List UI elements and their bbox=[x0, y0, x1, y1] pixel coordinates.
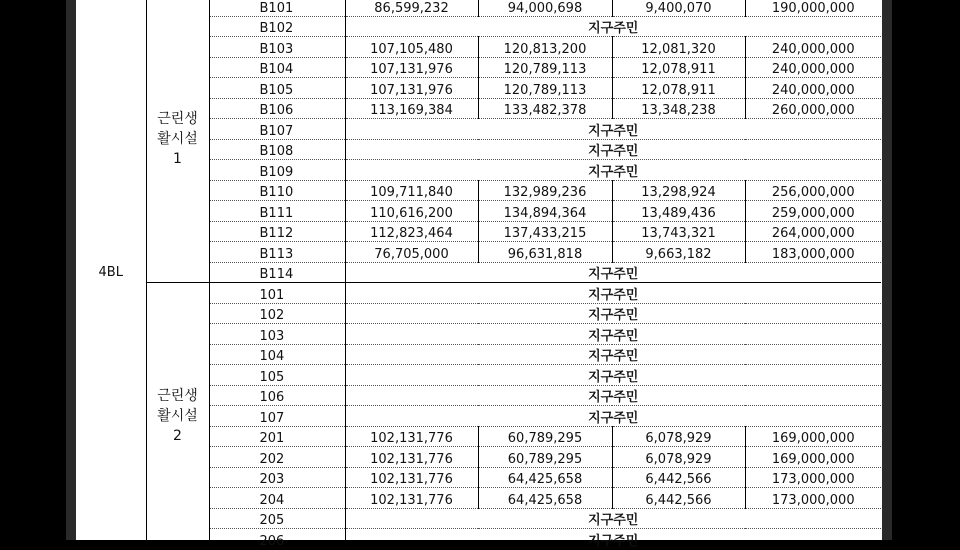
merged-status-cell: 지구주민 bbox=[345, 16, 881, 37]
unit-code: B107 bbox=[209, 119, 345, 140]
merged-status-cell: 지구주민 bbox=[345, 529, 881, 550]
unit-code: 203 bbox=[209, 467, 345, 488]
table-body bbox=[76, 0, 881, 549]
amount-cell: 183,000,000 bbox=[745, 242, 881, 263]
facility-label-line: 활시설 bbox=[157, 407, 198, 424]
unit-code: 101 bbox=[209, 283, 345, 304]
block-label: 4BL bbox=[98, 265, 123, 280]
amount-cell: 86,599,232 bbox=[345, 0, 478, 16]
right-scrollbar-edge bbox=[882, 0, 892, 540]
unit-code: 202 bbox=[209, 447, 345, 468]
unit-code: B110 bbox=[209, 180, 345, 201]
amount-cell: 120,789,113 bbox=[478, 78, 612, 99]
amount-cell: 102,131,776 bbox=[345, 467, 478, 488]
amount-cell: 260,000,000 bbox=[745, 98, 881, 119]
amount-cell: 6,078,929 bbox=[612, 426, 745, 447]
table-row bbox=[76, 0, 881, 16]
table-row bbox=[76, 283, 881, 304]
amount-cell: 60,789,295 bbox=[478, 426, 612, 447]
amount-cell: 137,433,215 bbox=[478, 221, 612, 242]
amount-cell: 13,298,924 bbox=[612, 180, 745, 201]
merged-status-cell: 지구주민 bbox=[345, 324, 881, 345]
amount-cell: 256,000,000 bbox=[745, 180, 881, 201]
amount-cell: 9,400,070 bbox=[612, 0, 745, 16]
unit-code: B113 bbox=[209, 242, 345, 263]
amount-cell: 264,000,000 bbox=[745, 221, 881, 242]
facility-label-line: 2 bbox=[173, 427, 182, 444]
amount-cell: 102,131,776 bbox=[345, 447, 478, 468]
facility-label-line: 활시설 bbox=[157, 131, 198, 147]
merged-status-cell: 지구주민 bbox=[345, 262, 881, 283]
merged-status-cell: 지구주민 bbox=[345, 365, 881, 386]
amount-cell: 9,663,182 bbox=[612, 242, 745, 263]
unit-code: B106 bbox=[209, 98, 345, 119]
amount-cell: 64,425,658 bbox=[478, 467, 612, 488]
unit-code: 104 bbox=[209, 344, 345, 365]
amount-cell: 6,442,566 bbox=[612, 488, 745, 509]
amount-cell: 107,131,976 bbox=[345, 57, 478, 78]
unit-code: 206 bbox=[209, 529, 345, 550]
amount-cell: 173,000,000 bbox=[745, 488, 881, 509]
facility-label-line: 근린생 bbox=[157, 111, 198, 127]
unit-code: 205 bbox=[209, 508, 345, 529]
amount-cell: 169,000,000 bbox=[745, 447, 881, 468]
amount-cell: 94,000,698 bbox=[478, 0, 612, 16]
merged-status-cell: 지구주민 bbox=[345, 139, 881, 160]
unit-code: B102 bbox=[209, 16, 345, 37]
left-scrollbar-edge bbox=[66, 0, 76, 540]
facility-label bbox=[146, 283, 209, 550]
merged-status-cell: 지구주민 bbox=[345, 119, 881, 140]
amount-cell: 120,813,200 bbox=[478, 37, 612, 58]
unit-code: B101 bbox=[209, 0, 345, 16]
amount-cell: 96,631,818 bbox=[478, 242, 612, 263]
unit-code: B108 bbox=[209, 139, 345, 160]
amount-cell: 112,823,464 bbox=[345, 221, 478, 242]
amount-cell: 102,131,776 bbox=[345, 426, 478, 447]
amount-cell: 6,442,566 bbox=[612, 467, 745, 488]
unit-code: B105 bbox=[209, 78, 345, 99]
amount-cell: 107,105,480 bbox=[345, 37, 478, 58]
amount-cell: 109,711,840 bbox=[345, 180, 478, 201]
unit-code: B104 bbox=[209, 57, 345, 78]
merged-status-cell: 지구주민 bbox=[345, 303, 881, 324]
unit-code: 103 bbox=[209, 324, 345, 345]
document-page bbox=[76, 0, 882, 549]
amount-cell: 64,425,658 bbox=[478, 488, 612, 509]
unit-code: B109 bbox=[209, 160, 345, 181]
amount-cell: 134,894,364 bbox=[478, 201, 612, 222]
unit-code: 102 bbox=[209, 303, 345, 324]
amount-cell: 113,169,384 bbox=[345, 98, 478, 119]
merged-status-cell: 지구주민 bbox=[345, 406, 881, 427]
merged-status-cell: 지구주민 bbox=[345, 385, 881, 406]
amount-cell: 12,081,320 bbox=[612, 37, 745, 58]
amount-cell: 240,000,000 bbox=[745, 78, 881, 99]
unit-code: 106 bbox=[209, 385, 345, 406]
amount-cell: 173,000,000 bbox=[745, 467, 881, 488]
unit-code: 201 bbox=[209, 426, 345, 447]
amount-cell: 132,989,236 bbox=[478, 180, 612, 201]
amount-cell: 12,078,911 bbox=[612, 78, 745, 99]
unit-code: B114 bbox=[209, 262, 345, 283]
facility-label-line: 1 bbox=[173, 151, 182, 167]
facility-label-line: 근린생 bbox=[157, 387, 198, 404]
amount-cell: 102,131,776 bbox=[345, 488, 478, 509]
merged-status-cell: 지구주민 bbox=[345, 508, 881, 529]
unit-code: B103 bbox=[209, 37, 345, 58]
amount-cell: 190,000,000 bbox=[745, 0, 881, 16]
amount-cell: 259,000,000 bbox=[745, 201, 881, 222]
unit-code: B111 bbox=[209, 201, 345, 222]
amount-cell: 13,489,436 bbox=[612, 201, 745, 222]
amount-cell: 133,482,378 bbox=[478, 98, 612, 119]
amount-cell: 240,000,000 bbox=[745, 57, 881, 78]
merged-status-cell: 지구주민 bbox=[345, 283, 881, 304]
amount-cell: 6,078,929 bbox=[612, 447, 745, 468]
amount-cell: 240,000,000 bbox=[745, 37, 881, 58]
facility-label bbox=[146, 0, 209, 283]
amount-cell: 107,131,976 bbox=[345, 78, 478, 99]
merged-status-cell: 지구주민 bbox=[345, 344, 881, 365]
amount-cell: 13,743,321 bbox=[612, 221, 745, 242]
unit-code: B112 bbox=[209, 221, 345, 242]
amount-cell: 76,705,000 bbox=[345, 242, 478, 263]
amount-cell: 110,616,200 bbox=[345, 201, 478, 222]
unit-code: 204 bbox=[209, 488, 345, 509]
amount-cell: 120,789,113 bbox=[478, 57, 612, 78]
price-table bbox=[76, 0, 881, 550]
merged-status-cell: 지구주민 bbox=[345, 160, 881, 181]
amount-cell: 60,789,295 bbox=[478, 447, 612, 468]
amount-cell: 13,348,238 bbox=[612, 98, 745, 119]
amount-cell: 12,078,911 bbox=[612, 57, 745, 78]
amount-cell: 169,000,000 bbox=[745, 426, 881, 447]
unit-code: 107 bbox=[209, 406, 345, 427]
unit-code: 105 bbox=[209, 365, 345, 386]
